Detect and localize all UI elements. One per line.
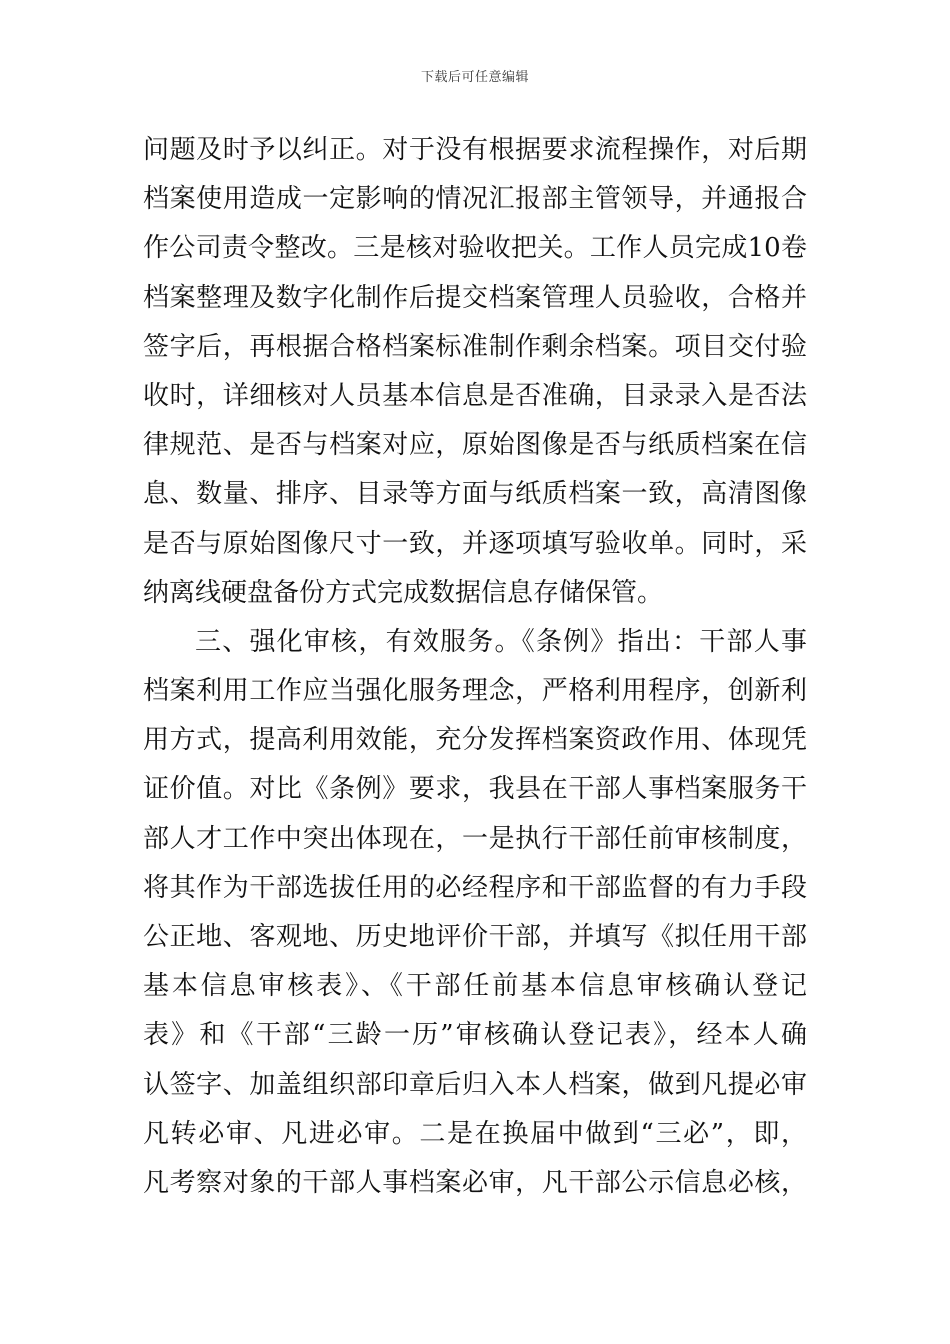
text-line: 律规范、是否与档案对应，原始图像是否与纸质档案在信 <box>143 430 807 461</box>
text-line: 将其作为干部选拔任用的必经程序和干部监督的有力手段 <box>143 872 807 903</box>
text-line: 档案利用工作应当强化服务理念，严格利用程序，创新利 <box>143 676 807 707</box>
text-line: 部人才工作中突出体现在，一是执行干部任前审核制度， <box>143 823 807 854</box>
text-line: 收时，详细核对人员基本信息是否准确，目录录入是否法 <box>143 380 807 411</box>
text-line: 作公司责令整改。三是核对验收把关。工作人员完成10卷 <box>143 233 807 264</box>
text-line: 档案使用造成一定影响的情况汇报部主管领导，并通报合 <box>143 184 807 215</box>
text-line: 公正地、客观地、历史地评价干部，并填写《拟任用干部 <box>143 922 807 952</box>
text-line: 息、数量、排序、目录等方面与纸质档案一致，高清图像 <box>143 479 807 510</box>
text-line: 三、强化审核，有效服务。《条例》指出：干部人事 <box>195 626 807 657</box>
document-body <box>143 126 807 1208</box>
text-line: 档案整理及数字化制作后提交档案管理人员验收，合格并 <box>143 282 807 313</box>
text-line: 凡转必审、凡进必审。二是在换届中做到“三必”，即， <box>143 1118 807 1149</box>
text-line: 签字后，再根据合格档案标准制作剩余档案。项目交付验 <box>143 331 807 362</box>
text-line: 问题及时予以纠正。对于没有根据要求流程操作，对后期 <box>143 135 807 165</box>
text-line: 认签字、加盖组织部印章后归入本人档案，做到凡提必审 <box>143 1069 807 1100</box>
page-header: 下载后可任意编辑 <box>420 70 529 85</box>
text-line: 用方式，提高利用效能，充分发挥档案资政作用、体现凭 <box>143 725 807 756</box>
text-line: 凡考察对象的干部人事档案必审，凡干部公示信息必核， <box>143 1167 807 1198</box>
text-line: 纳离线硬盘备份方式完成数据信息存储保管。 <box>143 577 664 608</box>
text-line: 表》和《干部“三龄一历”审核确认登记表》，经本人确 <box>143 1020 807 1051</box>
text-line: 证价值。对比《条例》要求，我县在干部人事档案服务干 <box>143 774 807 805</box>
text-line: 基本信息审核表》、《干部任前基本信息审核确认登记 <box>143 971 807 1002</box>
text-line: 是否与原始图像尺寸一致，并逐项填写验收单。同时，采 <box>143 528 807 559</box>
